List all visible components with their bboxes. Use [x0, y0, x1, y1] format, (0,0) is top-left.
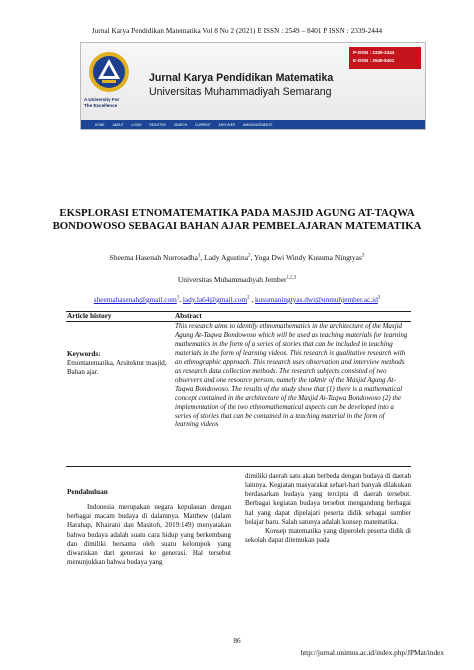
body-paragraph-right-2: Konsep matematika yang diperoleh peserta didik di sekolah dapat ditemukan pada [245, 526, 411, 545]
info-bottom-rule [66, 466, 411, 467]
article-history-label: Article history [67, 312, 112, 320]
nav-item-login[interactable]: LOGIN [131, 122, 142, 127]
email-link-3[interactable]: kusumaningtyas.dwi@unmuhjember.ac.id [255, 295, 378, 304]
body-right-column [245, 472, 411, 545]
nav-item-register[interactable]: REGISTER [149, 122, 166, 127]
page-number: 86 [233, 636, 241, 645]
author-3: , Yoga Dwi Windy Kusuma Ningtyas [250, 253, 362, 262]
info-top-rule [66, 311, 411, 312]
author-3-sup: 3 [361, 253, 365, 259]
email-list [40, 295, 434, 304]
body-left-column [67, 488, 231, 567]
email-separator-2: , [249, 295, 255, 304]
nav-item-about[interactable]: ABOUT [112, 122, 124, 127]
journal-banner [80, 42, 426, 130]
article-title: EKSPLORASI ETNOMATEMATIKA PADA MASJID AGUNG AT-TAQWA BONDOWOSO SEBAGAI BAHAN AJAR PEMBELAJARAN MATEMATIKA [52, 207, 422, 232]
affiliation-name: Universitas Muhammadiyah Jember [177, 275, 287, 284]
e-issn: E-ISSN : 2549-8401 [353, 58, 395, 63]
abstract-label: Abstract [175, 312, 202, 320]
p-issn: P-ISSN : 2339-2444 [353, 50, 395, 55]
author-1: Sheema Hasenah Nurrosadha [109, 253, 198, 262]
author-list [40, 253, 434, 262]
university-logo-icon [88, 51, 130, 93]
motto-line-1: A University For [84, 97, 120, 102]
email-1-sup: 1 [176, 295, 180, 301]
university-motto [84, 97, 144, 108]
journal-name: Jurnal Karya Pendidikan Matematika [149, 72, 334, 84]
nav-item-archives[interactable]: ARCHIVES [218, 122, 235, 127]
motto-line-2: The Excellence [84, 102, 118, 108]
footer-url-link[interactable]: http://jurnal.unimus.ac.id/index.php/JPMat/index [300, 648, 444, 657]
email-link-1[interactable]: sheemahasenah@gmail.com [93, 295, 177, 304]
banner-nav-bar [81, 120, 425, 129]
nav-item-search[interactable]: SEARCH [173, 122, 188, 127]
email-separator-1: , [179, 295, 183, 304]
nav-item-current[interactable]: CURRENT [195, 122, 211, 127]
author-1-sup: 1 [197, 253, 201, 259]
running-header: Jurnal Karya Pendidikan Matematika Vol 8 No 2 (2021) E ISSN : 2549 – 8401 P ISSN : 2339-2444 [91, 27, 383, 35]
email-2-sup: 2 [247, 295, 250, 301]
abstract-text: This research aims to identify ethnomathematics in the architecture of the Masjid Agung At-Taqwa Bondowoso which will be used as teaching materials for learning mathematics in the form of a series of stories that can be included in teaching materials in the form of learning videos. This research is qualitative research with an ethnographic approach. This research uses observation and interview methods as research data collection methods. The research subjects consisted of two observers and one resource person, namely the takmir of the Masjid Agung At-Taqwa Bondowoso. The results of the study show that (1) there is a mathematical concept contained in the architecture of the Masjid At-Taqwa Bondowoso (2) the implementation of the two ethnomathematical aspects can be developed into a series of stories that can be contained in a teaching material in the form of learning videos [175, 322, 408, 429]
issn-box [349, 47, 421, 69]
nav-item-home[interactable]: HOME [95, 122, 105, 127]
body-paragraph-left: Indonesia merupakan negara kepulauan dengan berbagai macam budaya di dalamnya. Matthew (dalam Harahap, Khairani dan Masitoh, 2019:149) menyatakan bahwa budaya adalah suatu cara hidup yang berkembang dan dimiliki bersama oleh suatu kelompok yang diwariskan dari generasi ke generasi. Hal tersebut menunjukkan bahwa budaya yang [67, 503, 231, 567]
author-2: , Lady Agustina [200, 253, 249, 262]
email-3-sup: 3 [377, 295, 381, 301]
affiliation [40, 275, 434, 284]
university-name: Universitas Muhammadiyah Semarang [149, 86, 332, 98]
keywords-label: Keywords: [67, 350, 101, 358]
author-2-sup: 2 [248, 253, 251, 259]
keywords-text: Etnomatematika, Arsitektur masjid, Bahan ajar. [67, 359, 167, 376]
body-paragraph-right-1: dimiliki daerah satu akan berbeda dengan budaya di daerah lainnya. Kegiatan masyarakat sehari-hari banyak dilakukan berdasarkan budaya yang tercipta di daerah tersebut. Berbagai kegiatan budaya tersebut mengandung berbagai hal yang dapat dipelajari peserta didik sebagai sumber belajar baru. Salah satunya adalah konsep matematika. [245, 472, 411, 526]
affiliation-sup: 1,2,3 [286, 275, 297, 281]
section-heading: Pendahuluan [67, 488, 108, 496]
email-link-2[interactable]: lady.la64@gmail.com [182, 295, 248, 304]
nav-item-announcements[interactable]: ANNOUNCEMENTS [242, 122, 273, 127]
